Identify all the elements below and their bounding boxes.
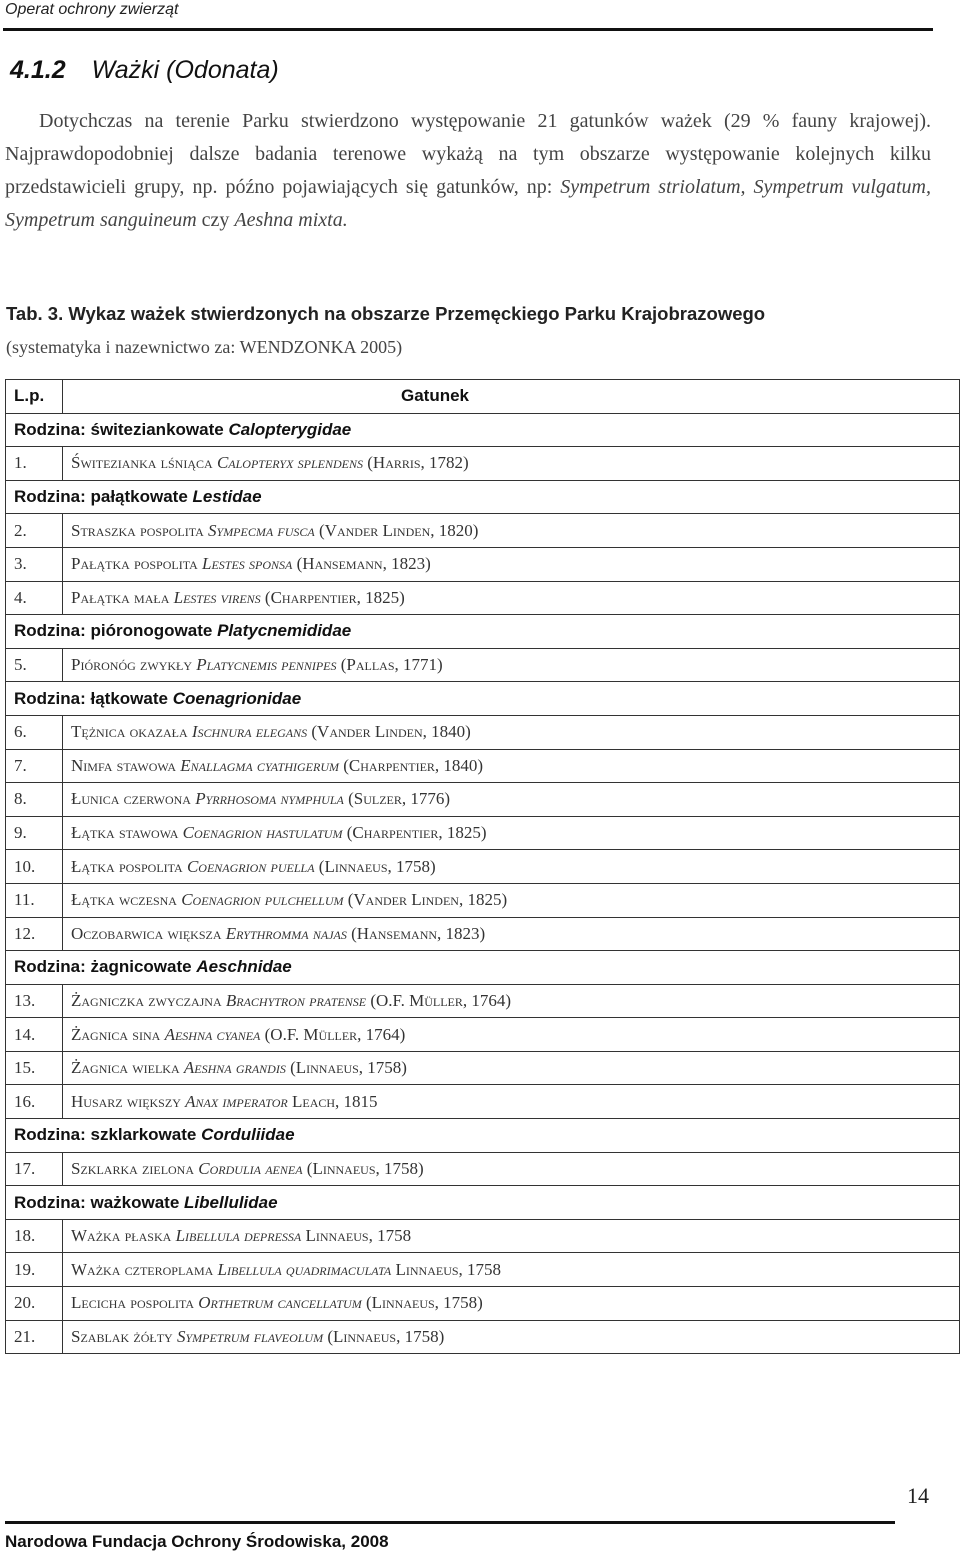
- species-cell: [63, 816, 960, 850]
- section-title: Ważki (Odonata): [91, 56, 279, 84]
- species-authority: Leach, 1815: [291, 1091, 378, 1111]
- species-lp: 14.: [6, 1018, 63, 1052]
- species-row: [6, 1320, 960, 1354]
- family-cell: [6, 682, 960, 716]
- family-row: [6, 682, 960, 716]
- species-authority: (Harris, 1782): [367, 453, 469, 473]
- species-lp: 5.: [6, 648, 63, 682]
- species-authority: (Charpentier, 1825): [346, 823, 487, 843]
- section-number: 4.1.2: [10, 56, 66, 84]
- species-cell: [63, 883, 960, 917]
- family-row: [6, 1186, 960, 1220]
- species-row: [6, 1085, 960, 1119]
- species-authority: (Charpentier, 1840): [343, 755, 484, 775]
- species-authority: (Vander Linden, 1820): [319, 520, 479, 540]
- species-authority: (Pallas, 1771): [340, 655, 443, 675]
- species-cell: [63, 917, 960, 951]
- family-cell: [6, 413, 960, 447]
- species-name-lat: Libellula quadrimaculata: [217, 1259, 392, 1279]
- species-name-lat: Platycnemis pennipes: [196, 655, 337, 675]
- species-authority: (Charpentier, 1825): [264, 587, 405, 607]
- family-name-pl: Rodzina: łątkowate: [14, 688, 168, 708]
- family-name-pl: Rodzina: świteziankowate: [14, 419, 224, 439]
- section-heading: [10, 56, 279, 85]
- species-cell: [63, 715, 960, 749]
- species-lp: 13.: [6, 984, 63, 1018]
- header-lp: L.p.: [6, 380, 63, 414]
- species-name-pl: Łątka wczesna: [71, 890, 177, 910]
- species-name-pl: Ważka płaska: [71, 1226, 172, 1246]
- species-name-pl: Szablak żółty: [71, 1326, 173, 1346]
- family-name-lat: Libellulidae: [184, 1192, 278, 1212]
- species-name-pl: Straszka pospolita: [71, 520, 204, 540]
- species-cell: [63, 850, 960, 884]
- species-name-pl: Szklarka zielona: [71, 1158, 195, 1178]
- family-name-lat: Corduliidae: [201, 1125, 295, 1145]
- intro-paragraph: [5, 105, 931, 237]
- family-cell: [6, 1186, 960, 1220]
- family-name-lat: Coenagrionidae: [172, 688, 302, 708]
- species-lp: 21.: [6, 1320, 63, 1354]
- species-row: [6, 816, 960, 850]
- species-authority: (Hansemann, 1823): [296, 554, 431, 574]
- species-name-lat: Enallagma cyathigerum: [180, 755, 339, 775]
- species-cell: [63, 547, 960, 581]
- species-row: [6, 850, 960, 884]
- family-cell: [6, 951, 960, 985]
- species-authority: (Sulzer, 1776): [348, 789, 451, 809]
- species-row: [6, 1253, 960, 1287]
- species-row: [6, 1051, 960, 1085]
- header-rule: [3, 28, 933, 31]
- species-lp: 2.: [6, 514, 63, 548]
- family-row: [6, 480, 960, 514]
- species-name-lat: Orthetrum cancellatum: [198, 1293, 362, 1313]
- header-species: Gatunek: [63, 380, 960, 414]
- family-name-pl: Rodzina: szklarkowate: [14, 1125, 197, 1145]
- species-authority: (Linnaeus, 1758): [290, 1058, 407, 1078]
- species-name-pl: Husarz większy: [71, 1091, 181, 1111]
- species-name-pl: Żagnica sina: [71, 1024, 161, 1044]
- species-name-lat: Aeshna cyanea: [164, 1024, 261, 1044]
- family-name-pl: Rodzina: pióronogowate: [14, 621, 213, 641]
- species-name-pl: Oczobarwica większa: [71, 923, 222, 943]
- species-cell: [63, 514, 960, 548]
- species-name-pl: Pióronóg zwykły: [71, 655, 193, 675]
- species-name-lat: Erythromma najas: [225, 923, 347, 943]
- species-row: [6, 783, 960, 817]
- family-name-pl: Rodzina: pałątkowate: [14, 487, 188, 507]
- species-lp: 7.: [6, 749, 63, 783]
- species-lp: 9.: [6, 816, 63, 850]
- species-name-lat: Sympecma fusca: [208, 520, 315, 540]
- species-row: [6, 1152, 960, 1186]
- species-name-pl: Tężnica okazała: [71, 722, 188, 742]
- species-row: [6, 715, 960, 749]
- species-cell: [63, 581, 960, 615]
- page-header: [3, 0, 933, 31]
- footer-text: Narodowa Fundacja Ochrony Środowiska, 2008: [5, 1532, 389, 1551]
- species-authority: (Linnaeus, 1758): [365, 1293, 483, 1313]
- family-name-lat: Platycnemididae: [217, 621, 352, 641]
- species-lp: 10.: [6, 850, 63, 884]
- species-authority: (Linnaeus, 1758): [306, 1158, 424, 1178]
- species-lp: 12.: [6, 917, 63, 951]
- species-cell: [63, 1320, 960, 1354]
- species-lp: 1.: [6, 447, 63, 481]
- species-lp: 17.: [6, 1152, 63, 1186]
- species-name-lat: Sympetrum flaveolum: [176, 1326, 324, 1346]
- footer-rule: [5, 1521, 895, 1524]
- family-cell: [6, 615, 960, 649]
- species-row: [6, 648, 960, 682]
- intro-conjunction: czy: [196, 209, 235, 231]
- species-name-pl: Łunica czerwona: [71, 789, 191, 809]
- species-authority: (O.F. Müller, 1764): [264, 1024, 406, 1044]
- species-row: [6, 581, 960, 615]
- species-cell: [63, 984, 960, 1018]
- species-name-lat: Libellula depressa: [175, 1226, 302, 1246]
- family-row: [6, 413, 960, 447]
- species-cell: [63, 1219, 960, 1253]
- species-lp: 3.: [6, 547, 63, 581]
- family-row: [6, 615, 960, 649]
- species-cell: [63, 1253, 960, 1287]
- species-name-pl: Żagniczka zwyczajna: [71, 990, 222, 1010]
- species-cell: [63, 1051, 960, 1085]
- species-row: [6, 1287, 960, 1321]
- species-cell: [63, 783, 960, 817]
- species-authority: Linnaeus, 1758: [305, 1226, 412, 1246]
- species-name-pl: Żagnica wielka: [71, 1058, 180, 1078]
- family-name-pl: Rodzina: ważkowate: [14, 1192, 180, 1212]
- species-row: [6, 514, 960, 548]
- species-authority: (Linnaeus, 1758): [327, 1326, 445, 1346]
- header-title: Operat ochrony zwierząt: [5, 1, 179, 18]
- species-authority: (Vander Linden, 1840): [311, 722, 471, 742]
- species-table: [5, 379, 960, 1354]
- species-authority: (O.F. Müller, 1764): [370, 990, 512, 1010]
- species-name-lat: Ischnura elegans: [191, 722, 308, 742]
- species-name-lat: Cordulia aenea: [198, 1158, 303, 1178]
- family-cell: [6, 1119, 960, 1153]
- species-row: [6, 1219, 960, 1253]
- family-name-lat: Calopterygidae: [228, 419, 352, 439]
- species-authority: (Hansemann, 1823): [351, 923, 486, 943]
- species-name-lat: Lestes sponsa: [202, 554, 293, 574]
- species-cell: [63, 648, 960, 682]
- species-name-pl: Pałątka pospolita: [71, 554, 198, 574]
- family-row: [6, 951, 960, 985]
- species-authority: Linnaeus, 1758: [395, 1259, 502, 1279]
- species-lp: 8.: [6, 783, 63, 817]
- species-cell: [63, 1085, 960, 1119]
- species-lp: 6.: [6, 715, 63, 749]
- intro-text: Dotychczas na terenie Parku stwierdzono występowanie 21 gatunków ważek (29 % fauny krajowej). Najprawdopodobniej dalsze badania terenowe wykażą na tym obszarze występowanie kolejnych kilku przedstawicieli grupy, np. późno pojawiających się gatunków, np:: [5, 110, 931, 198]
- species-name-pl: Lecicha pospolita: [71, 1293, 195, 1313]
- species-row: [6, 749, 960, 783]
- page-number: 14: [907, 1483, 929, 1508]
- species-name-pl: Łątka pospolita: [71, 856, 183, 876]
- species-row: [6, 917, 960, 951]
- species-name-pl: Pałątka mała: [71, 587, 170, 607]
- species-name-pl: Świtezianka lśniąca: [71, 453, 213, 473]
- family-name-lat: Aeschnidae: [196, 957, 292, 977]
- species-lp: 15.: [6, 1051, 63, 1085]
- species-cell: [63, 1152, 960, 1186]
- species-row: [6, 883, 960, 917]
- table-header-row: [6, 380, 960, 414]
- family-name-pl: Rodzina: żagnicowate: [14, 957, 192, 977]
- species-cell: [63, 749, 960, 783]
- species-authority: (Vander Linden, 1825): [347, 890, 508, 910]
- table-subtitle: (systematyka i nazewnictwo za: WENDZONKA 2005): [6, 337, 403, 357]
- species-cell: [63, 1018, 960, 1052]
- species-name-pl: Ważka czteroplama: [71, 1259, 214, 1279]
- species-table-body: [6, 380, 960, 1354]
- species-name-lat: Coenagrion puella: [186, 856, 315, 876]
- species-name-lat: Coenagrion hastulatum: [182, 823, 343, 843]
- species-lp: 11.: [6, 883, 63, 917]
- species-lp: 20.: [6, 1287, 63, 1321]
- intro-species-list: Sympetrum striolatum, Sympetrum vulgatum, Sympetrum sanguineum: [5, 176, 931, 231]
- species-lp: 4.: [6, 581, 63, 615]
- species-lp: 18.: [6, 1219, 63, 1253]
- species-authority: (Linnaeus, 1758): [318, 856, 436, 876]
- species-name-lat: Lestes virens: [173, 587, 261, 607]
- family-cell: [6, 480, 960, 514]
- species-lp: 16.: [6, 1085, 63, 1119]
- species-lp: 19.: [6, 1253, 63, 1287]
- species-row: [6, 984, 960, 1018]
- intro-species-last: Aeshna mixta.: [234, 209, 348, 231]
- species-name-lat: Brachytron pratense: [225, 990, 367, 1010]
- species-row: [6, 547, 960, 581]
- species-name-lat: Coenagrion pulchellum: [181, 890, 344, 910]
- species-row: [6, 447, 960, 481]
- family-name-lat: Lestidae: [192, 487, 262, 507]
- family-row: [6, 1119, 960, 1153]
- species-name-lat: Calopteryx splendens: [216, 453, 363, 473]
- species-row: [6, 1018, 960, 1052]
- species-cell: [63, 1287, 960, 1321]
- species-name-pl: Nimfa stawowa: [71, 755, 177, 775]
- species-name-lat: Aeshna grandis: [183, 1058, 286, 1078]
- species-name-pl: Łątka stawowa: [71, 823, 179, 843]
- species-cell: [63, 447, 960, 481]
- species-name-lat: Pyrrhosoma nymphula: [195, 789, 344, 809]
- table-title: Tab. 3. Wykaz ważek stwierdzonych na obszarze Przemęckiego Parku Krajobrazowego: [6, 303, 766, 324]
- table-caption: [6, 297, 946, 364]
- species-name-lat: Anax imperator: [185, 1091, 288, 1111]
